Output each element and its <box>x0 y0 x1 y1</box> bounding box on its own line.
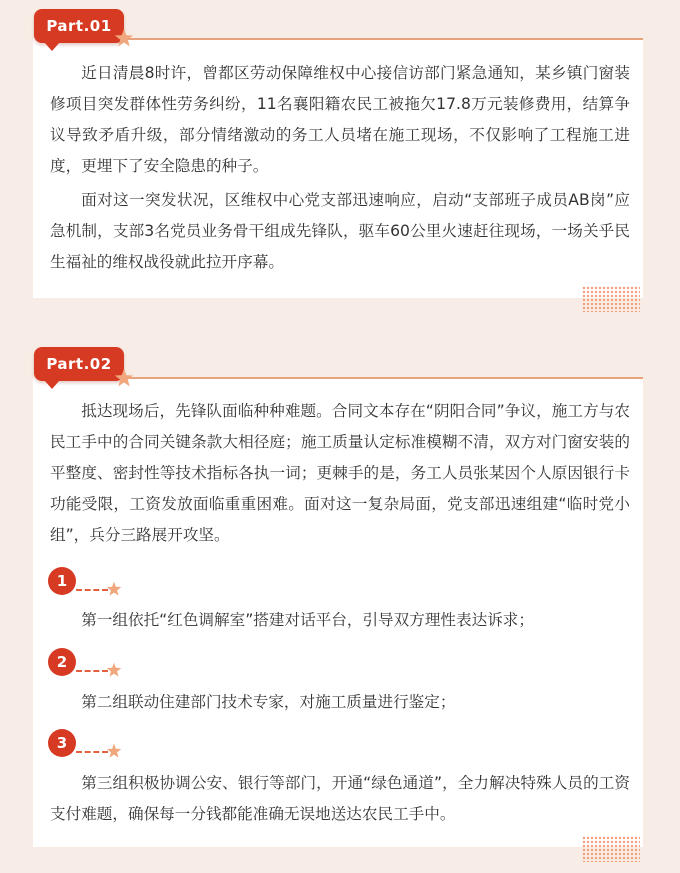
paragraph: 面对这一突发状况，区维权中心党支部迅速响应，启动“支部班子成员AB岗”应急机制，支部3名党员业务骨干组成先锋队，驱车60公里火速赶往现场，一场关乎民生福祉的维权战役就此拉开序幕。 <box>50 191 630 271</box>
group-number-badge: 1 <box>48 567 76 595</box>
star-icon <box>114 28 134 48</box>
part-tag-1: Part.01 <box>34 9 124 43</box>
dashed-connector <box>76 589 108 591</box>
dashed-connector <box>76 751 108 753</box>
star-icon <box>106 662 122 678</box>
group-number-badge: 2 <box>48 648 76 676</box>
dashed-connector <box>76 670 108 672</box>
group-text: 第三组积极协调公安、银行等部门，开通“绿色通道”，全力解决特殊人员的工资支付难题，确保每一分钱都能准确无误地送达农民工手中。 <box>50 774 630 823</box>
paragraph: 抵达现场后，先锋队面临种种难题。合同文本存在“阴阳合同”争议，施工方与农民工手中的合同关键条款大相径庭；施工质量认定标准模糊不清，双方对门窗安装的平整度、密封性等技术指标各执一词；更棘手的是，务工人员张某因个人原因银行卡功能受限，工资发放面临重重困难。面对这一复杂局面，党支部迅速组建“临时党小组”，兵分三路展开攻坚。 <box>50 402 630 544</box>
dot-pattern <box>582 286 640 312</box>
group-text: 第二组联动住建部门技术专家，对施工质量进行鉴定； <box>81 693 456 711</box>
part-tag-2: Part.02 <box>34 347 124 381</box>
group-text: 第一组依托“红色调解室”搭建对话平台，引导双方理性表达诉求； <box>81 611 534 629</box>
card-top-border <box>113 38 643 40</box>
paragraph: 近日清晨8时许，曾都区劳动保障维权中心接信访部门紧急通知，某乡镇门窗装修项目突发群体性劳务纠纷，11名襄阳籍农民工被拖欠17.8万元装修费用，结算争议导致矛盾升级，部分情绪激动的务工人员堵在施工现场，不仅影响了工程施工进度，更埋下了安全隐患的种子。 <box>50 64 630 175</box>
group-number-badge: 3 <box>48 729 76 757</box>
card-top-border <box>113 377 643 379</box>
dot-pattern <box>582 836 640 862</box>
star-icon <box>114 368 134 388</box>
star-icon <box>106 581 122 597</box>
star-icon <box>106 743 122 759</box>
